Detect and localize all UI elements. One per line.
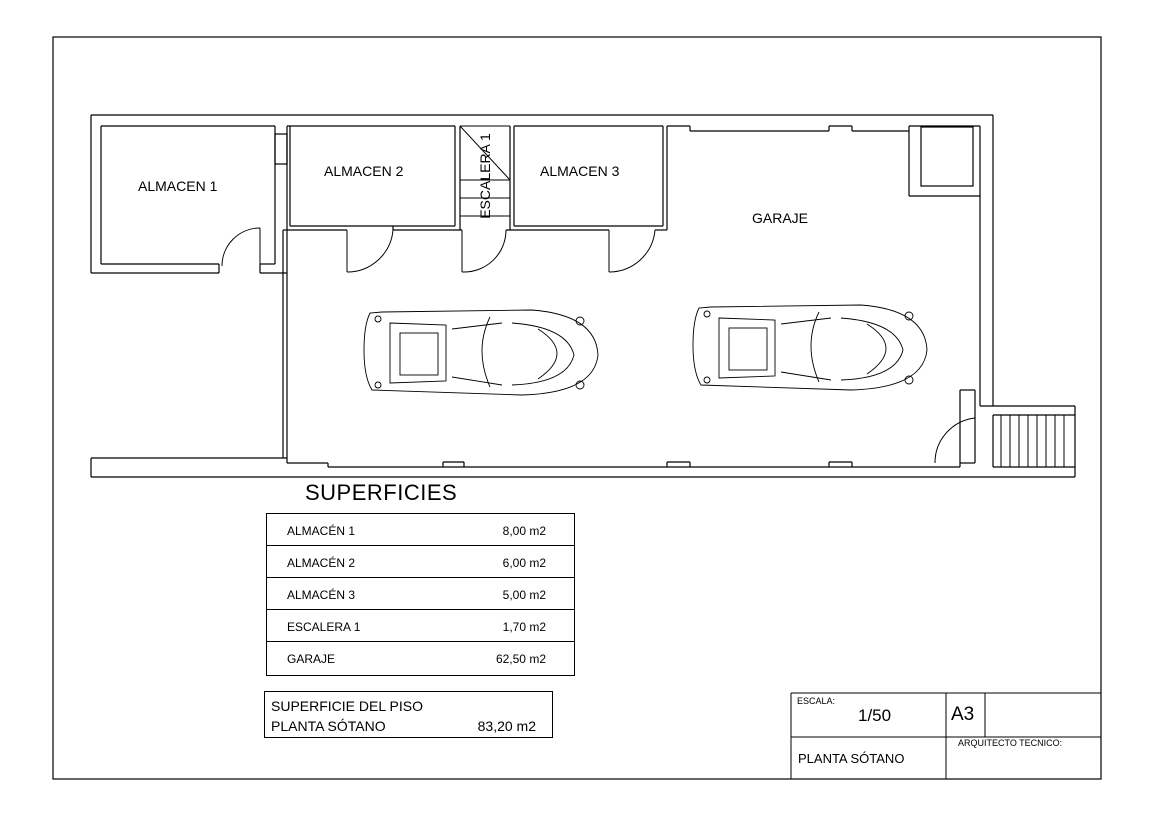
area-value: 1,70 m2 (502, 620, 546, 634)
room-label-almacen-3: ALMACEN 3 (540, 163, 620, 179)
table-row (267, 578, 574, 610)
area-name: ALMACÉN 2 (287, 556, 356, 570)
table-row (267, 642, 574, 675)
area-name: ALMACÉN 3 (287, 588, 356, 602)
area-value: 8,00 m2 (502, 524, 546, 538)
drawing-title: PLANTA SÓTANO (798, 751, 905, 766)
area-value: 62,50 m2 (495, 652, 546, 666)
scale-label: ESCALA: (797, 696, 836, 706)
exterior-stair (1001, 415, 1064, 467)
table-row (267, 514, 574, 546)
door-garaje-exit (935, 418, 975, 463)
area-value: 5,00 m2 (502, 588, 546, 602)
room-almacen-2 (287, 126, 462, 272)
car-left (364, 310, 598, 395)
total-label-line2: PLANTA SÓTANO (271, 718, 386, 734)
car-right (693, 305, 927, 390)
room-label-almacen-1: ALMACEN 1 (138, 178, 218, 194)
total-area-box (264, 691, 553, 738)
area-name: ALMACÉN 1 (287, 524, 356, 538)
room-almacen-3 (506, 126, 667, 272)
total-value: 83,20 m2 (477, 718, 536, 734)
room-almacen-1 (91, 126, 287, 458)
area-name: ESCALERA 1 (287, 620, 361, 634)
sheet-size: A3 (951, 704, 975, 725)
area-value: 6,00 m2 (502, 556, 546, 570)
table-row (267, 610, 574, 642)
total-label-line1: SUPERFICIE DEL PISO (271, 698, 423, 714)
room-label-garaje: GARAJE (752, 210, 809, 226)
room-label-escalera: ESCALERA 1 (477, 133, 493, 219)
author-label: ARQUITECTO TECNICO: (958, 738, 1063, 748)
sheet-border (53, 37, 1101, 779)
table-row (267, 546, 574, 578)
room-label-almacen-2: ALMACEN 2 (324, 163, 404, 179)
superficies-title: SUPERFICIES (305, 480, 458, 505)
scale-value: 1/50 (858, 706, 892, 725)
area-name: GARAJE (287, 652, 336, 666)
areas-table (266, 513, 575, 676)
